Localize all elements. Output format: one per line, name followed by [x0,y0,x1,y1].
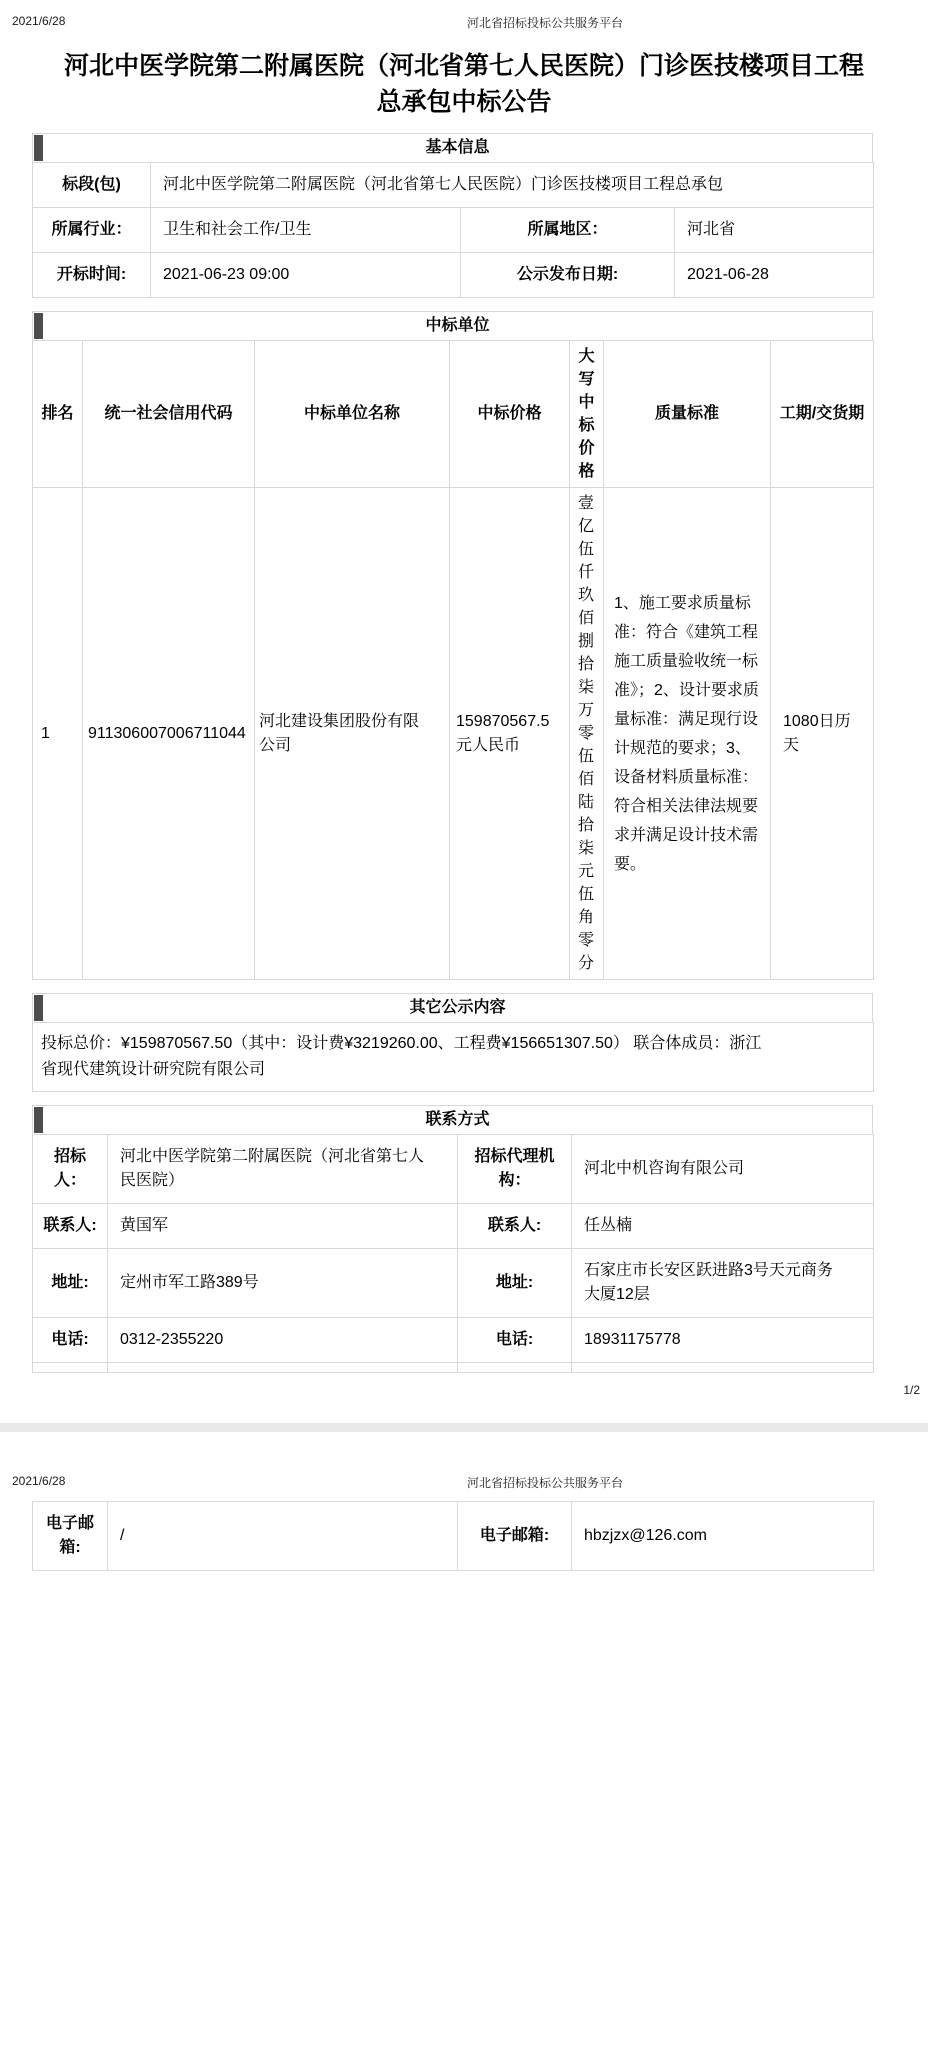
section-title-marker [34,995,43,1021]
rank-cell: 1 [33,488,83,980]
credit-code-cell: 911306007006711044 [83,488,255,980]
price-words-cell: 壹亿伍仟玖佰捌拾柒万零伍佰陆拾柒元伍角零分 [570,488,604,980]
page-separator [0,1423,928,1432]
email2-value: hbzjzx@126.com [572,1502,874,1571]
email1-label: 电子邮箱: [33,1502,108,1571]
table-row [33,1502,874,1571]
col-duration-header: 工期/交货期 [771,341,874,488]
page-indicator: 1/2 [903,1383,920,1397]
winning-bidder-title-bar [32,311,873,340]
contact1-value: 黄国军 [108,1204,458,1249]
contact-title: 联系方式 [425,1111,490,1128]
address2-value: 石家庄市长安区跃进路3号天元商务大厦12层 [572,1249,874,1318]
table-row [33,1318,874,1363]
email-table [32,1501,874,1571]
section-title-marker [34,1107,43,1133]
contact1-label: 联系人: [33,1204,108,1249]
header-date: 2021/6/28 [12,1474,66,1488]
table-row [33,253,874,298]
col-name-header: 中标单位名称 [255,341,450,488]
other-content-table [32,1022,874,1092]
tenderer-value: 河北中医学院第二附属医院（河北省第七人民医院） [108,1135,458,1204]
platform-title: 河北省招标投标公共服务平台 [466,1476,623,1490]
basic-info-title-bar [32,133,873,162]
winning-bidder-table [32,340,874,980]
col-rank-header: 排名 [33,341,83,488]
col-quality-header: 质量标准 [604,341,771,488]
agency-label: 招标代理机构： [458,1135,572,1204]
region-label: 所属地区： [461,208,675,253]
winning-bidder-data-row [33,488,874,980]
col-credit-code-header: 统一社会信用代码 [83,341,255,488]
other-content-title-bar [32,993,873,1022]
open-time-label: 开标时间: [33,253,151,298]
page2-body [0,1501,928,1571]
bid-price-cell: 159870567.5元人民币 [450,488,570,980]
address2-label: 地址: [458,1249,572,1318]
industry-value: 卫生和社会工作/卫生 [151,208,461,253]
phone1-label: 电话: [33,1318,108,1363]
platform-title: 河北省招标投标公共服务平台 [466,16,623,30]
page1-header [0,0,928,31]
contact-section [32,1105,873,1373]
other-content-cell [33,1023,874,1092]
contact2-label: 联系人: [458,1204,572,1249]
email1-value: / [108,1502,458,1571]
bottom-whitespace [0,1571,928,2051]
page2-header [0,1460,928,1491]
email2-label: 电子邮箱: [458,1502,572,1571]
other-content-text: 投标总价：¥159870567.50（其中：设计费¥3219260.00、工程费¥156651307.50） 联合体成员：浙江省现代建筑设计研究院有限公司 [41,1035,762,1078]
section-title-marker [34,135,43,161]
publish-date-value: 2021-06-28 [675,253,874,298]
address1-value: 定州市军工路389号 [108,1249,458,1318]
table-row [33,1249,874,1318]
basic-info-table [32,162,874,298]
tenderer-label: 招标人： [33,1135,108,1204]
table-row [33,208,874,253]
col-price-header: 中标价格 [450,341,570,488]
bid-package-label: 标段(包) [33,163,151,208]
winning-bidder-section [32,311,873,980]
contact-table [32,1134,874,1373]
basic-info-title: 基本信息 [425,139,490,156]
phone2-label: 电话: [458,1318,572,1363]
basic-info-section [32,133,873,298]
winning-bidder-title: 中标单位 [425,317,490,334]
address1-label: 地址: [33,1249,108,1318]
contact-title-bar [32,1105,873,1134]
bidder-name-cell: 河北建设集团股份有限公司 [255,488,450,980]
section-title-marker [34,313,43,339]
document-body [0,133,928,1373]
winning-bidder-header-row [33,341,874,488]
agency-value: 河北中机咨询有限公司 [572,1135,874,1204]
header-date: 2021/6/28 [12,14,66,28]
contact2-value: 任丛楠 [572,1204,874,1249]
bid-package-value: 河北中医学院第二附属医院（河北省第七人民医院）门诊医技楼项目工程总承包 [151,163,874,208]
duration-cell: 1080日历天 [771,488,874,980]
announcement-title: 河北中医学院第二附属医院（河北省第七人民医院）门诊医技楼项目工程总承包中标公告 [63,52,864,116]
col-price-words-header: 大写中标价格 [570,341,604,488]
publish-date-label: 公示发布日期: [461,253,675,298]
table-row [33,163,874,208]
table-row [33,1204,874,1249]
other-content-section [32,993,873,1092]
industry-label: 所属行业： [33,208,151,253]
table-row [33,1023,874,1092]
region-value: 河北省 [675,208,874,253]
other-content-title: 其它公示内容 [409,999,506,1016]
phone1-value: 0312-2355220 [108,1318,458,1363]
phone2-value: 18931175778 [572,1318,874,1363]
open-time-value: 2021-06-23 09:00 [151,253,461,298]
truncated-row [33,1363,874,1373]
quality-standard-cell: 1、施工要求质量标准：符合《建筑工程施工质量验收统一标准》；2、设计要求质量标准：满足现行设计规范的要求；3、设备材料质量标准：符合相关法律法规要求并满足设计技术需要。 [604,488,771,980]
table-row [33,1135,874,1204]
